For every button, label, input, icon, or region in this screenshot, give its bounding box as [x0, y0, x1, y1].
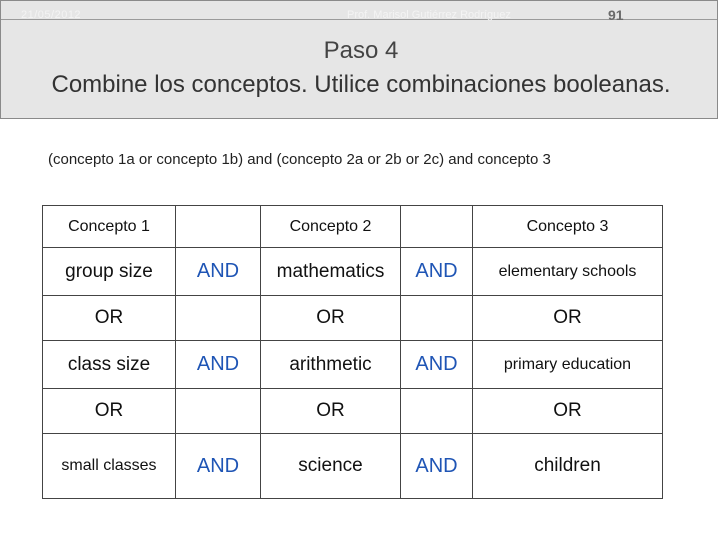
boolean-formula: (concepto 1a or concepto 1b) and (concepto 2a or 2b or 2c) and concepto 3 — [48, 151, 551, 168]
empty-cell — [401, 296, 473, 341]
and-operator: AND — [401, 341, 473, 389]
or-operator: OR — [473, 389, 663, 434]
or-operator: OR — [261, 389, 401, 434]
table-row — [43, 434, 663, 499]
slide-title: Paso 4 — [323, 37, 399, 64]
empty-cell — [176, 296, 261, 341]
empty-cell — [401, 389, 473, 434]
slide-header — [0, 0, 718, 119]
empty-cell — [176, 389, 261, 434]
or-operator: OR — [43, 389, 176, 434]
concept3-term: elementary schools — [473, 248, 663, 296]
header-concepto-1: Concepto 1 — [43, 206, 176, 248]
or-operator: OR — [43, 296, 176, 341]
header-empty-2 — [401, 206, 473, 248]
table-row — [43, 341, 663, 389]
concept2-term: mathematics — [261, 248, 401, 296]
concept2-term: science — [261, 434, 401, 499]
table-header-row — [43, 206, 663, 248]
header-date: 21/05/2012 — [21, 9, 82, 21]
or-operator: OR — [473, 296, 663, 341]
and-operator: AND — [401, 248, 473, 296]
or-row — [43, 296, 663, 341]
concept1-term: group size — [43, 248, 176, 296]
concept1-term: small classes — [43, 434, 176, 499]
and-operator: AND — [401, 434, 473, 499]
header-author: Prof. Marisol Gutiérrez Rodríguez — [347, 9, 511, 21]
header-concepto-2: Concepto 2 — [261, 206, 401, 248]
and-operator: AND — [176, 341, 261, 389]
page-number: 91 — [608, 7, 624, 23]
concept1-term: class size — [43, 341, 176, 389]
header-concepto-3: Concepto 3 — [473, 206, 663, 248]
concept3-term: children — [473, 434, 663, 499]
concept-table — [42, 205, 663, 499]
slide-subtitle: Combine los conceptos. Utilice combinaciones booleanas. — [51, 71, 671, 98]
or-operator: OR — [261, 296, 401, 341]
concept3-term: primary education — [473, 341, 663, 389]
concept2-term: arithmetic — [261, 341, 401, 389]
header-empty-1 — [176, 206, 261, 248]
table-row — [43, 248, 663, 296]
and-operator: AND — [176, 434, 261, 499]
or-row — [43, 389, 663, 434]
and-operator: AND — [176, 248, 261, 296]
